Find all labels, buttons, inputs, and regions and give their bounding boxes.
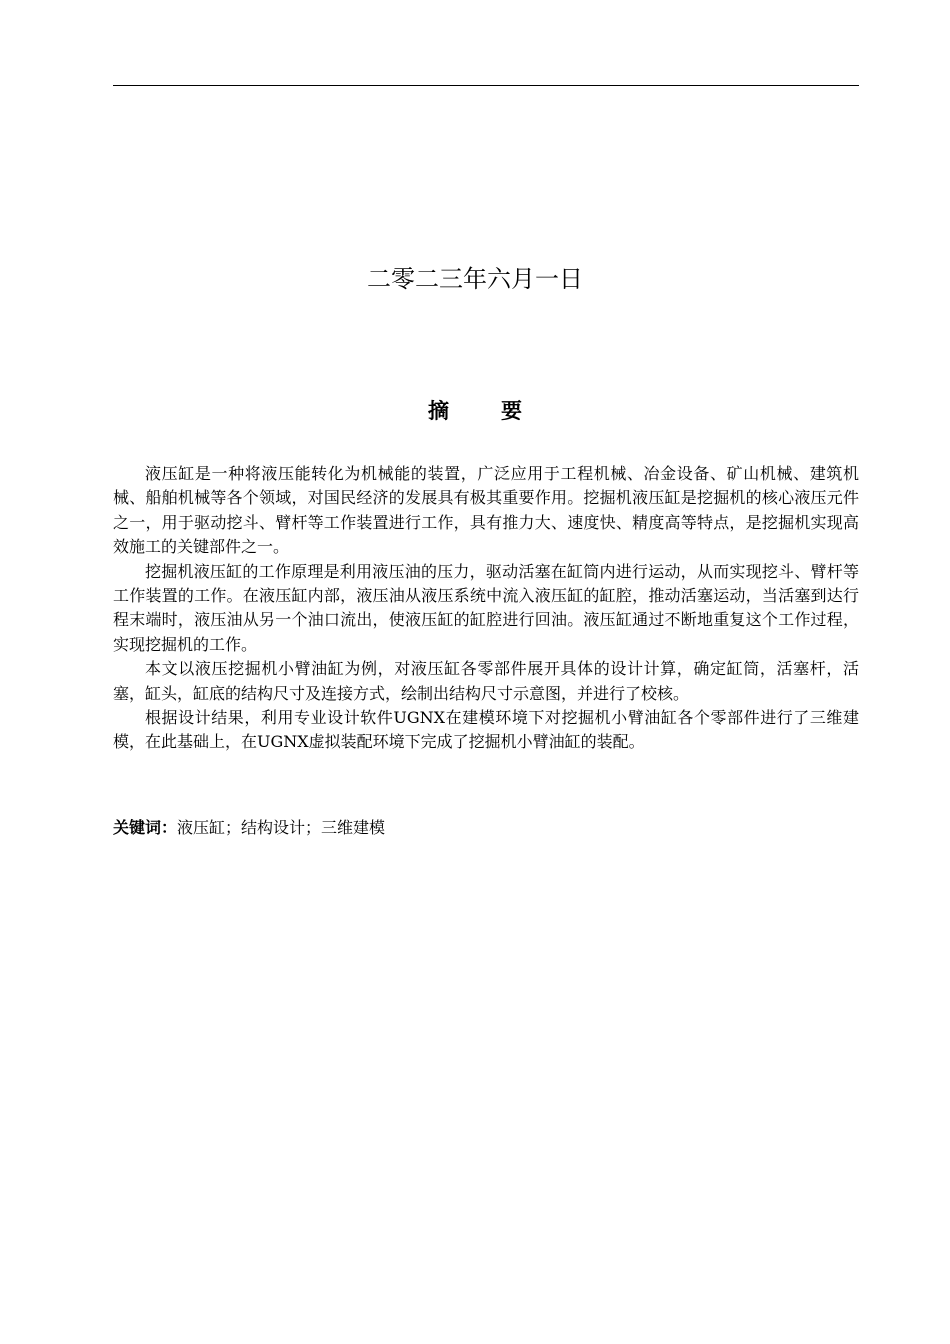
abstract-paragraph-1: 液压缸是一种将液压能转化为机械能的装置，广泛应用于工程机械、冶金设备、矿山机械、建筑机械、船舶机械等各个领域，对国民经济的发展具有极其重要作用。挖掘机液压缸是挖掘机的核心液压元件之一，用于驱动挖斗、臂杆等工作装置进行工作，具有推力大、速度快、精度高等特点，是挖掘机实现高效施工的关键部件之一。 [113, 464, 859, 557]
abstract-paragraph-2: 挖掘机液压缸的工作原理是利用液压油的压力，驱动活塞在缸筒内进行运动，从而实现挖斗、臂杆等工作装置的工作。在液压缸内部，液压油从液压系统中流入液压缸的缸腔，推动活塞运动，当活塞到达行程末端时，液压油从另一个油口流出，使液压缸的缸腔进行回油。液压缸通过不断地重复这个工作过程，实现挖掘机的工作。 [113, 561, 859, 654]
abstract-paragraph-4: 根据设计结果，利用专业设计软件UGNX在建模环境下对挖掘机小臂油缸各个零部件进行了三维建模，在此基础上，在UGNX虚拟装配环境下完成了挖掘机小臂油缸的装配。 [113, 708, 859, 752]
abstract-body [113, 462, 859, 755]
abstract-heading-part2: 要 [501, 399, 522, 423]
abstract-heading-part1: 摘 [428, 399, 449, 423]
keywords-label: 关键词： [113, 818, 178, 837]
abstract-paragraph-3: 本文以液压挖掘机小臂油缸为例，对液压缸各零部件展开具体的设计计算，确定缸筒，活塞杆，活塞，缸头，缸底的结构尺寸及连接方式，绘制出结构尺寸示意图，并进行了校核。 [113, 659, 859, 703]
header-rule [113, 85, 859, 86]
document-date: 二零二三年六月一日 [367, 265, 583, 293]
keywords-value: 液压缸；结构设计；三维建模 [177, 818, 386, 837]
abstract-heading [0, 396, 950, 426]
keywords-line [113, 816, 859, 840]
